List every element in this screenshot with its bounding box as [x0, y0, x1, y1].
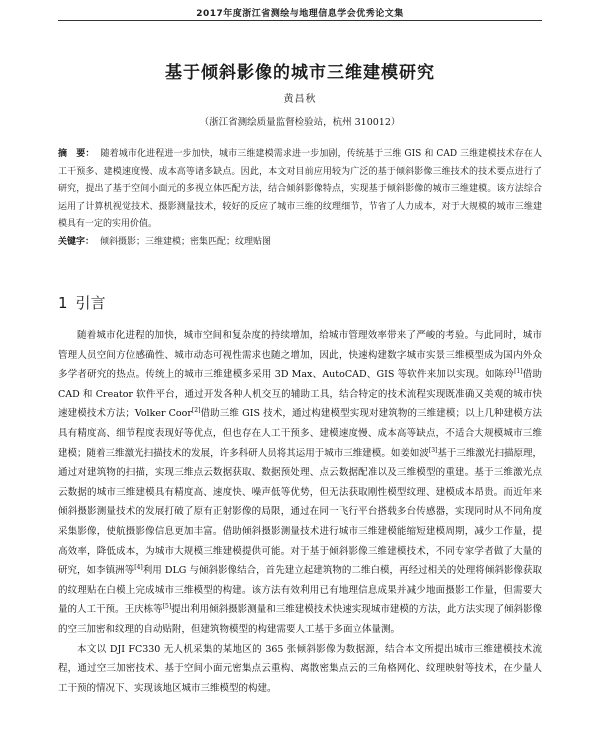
paragraph-1-part-d: 基于三维激光扫描原理，通过对建筑物的扫描，实现三维点云数据获取、数据预处理、点云数据配准以及三维模型的重建。基于三维激光点云数据的城市三维建模具有精度高、速度快、噪声低等优势，但无法获取刚性模型纹理、建模成本昂贵。而近年来倾斜摄影测量技术的发展打破了原有正射影像的局限，通过在同一飞行平台搭载多台传感器，实现同时从不同角度采集影像，使航摄影像信息更加丰富。借助倾斜摄影测量技术进行城市三维建模能缩短建模周期，减少工作量，提高效率，降低成本，为城市大规模三维建模提供可能。对于基于倾斜影像三维建模技术，不同专家学者做了大量的研究，如李镇洲等	[58, 447, 542, 577]
abstract	[58, 146, 542, 234]
paragraph-1-part-f: 提出利用倾斜摄影测量和三维建模技术快速实现城市建模的方法，此方法实现了倾斜影像的空三加密和纹理的自动贴附，但建筑物模型的构建需要人工基于多面立体量测。	[58, 604, 542, 635]
running-header: 2017年度浙江省测绘与地理信息学会优秀论文集	[196, 9, 404, 19]
citation-ref-3: [3]	[428, 446, 438, 454]
citation-ref-5: [5]	[162, 603, 172, 611]
section-heading-introduction	[58, 292, 106, 313]
keywords-text: 倾斜摄影；三维建模；密集匹配；纹理贴图	[100, 237, 272, 247]
abstract-text: 随着城市化进程进一步加快，城市三维建模需求进一步加剧，传统基于三维 GIS 和 CAD 三维建模技术存在人工干预多、建模速度慢、成本高等诸多缺点。因此，本文对目前应用较为广泛的基于倾斜影像三维技术的技术要点进行了研究，提出了基于空间小面元的多视立体匹配方法，结合倾斜影像特点，实现基于倾斜影像的城市三维建模。该方法综合运用了计算机视觉技术、摄影测量技术，较好的反应了城市三维的纹理细节，节省了人力成本，对于大规模的城市三维建模具有一定的实用价值。	[58, 149, 542, 229]
section-number: 1	[58, 294, 68, 312]
paragraph-2: 本文以 DJI FC330 无人机采集的某地区的 365 张倾斜影像为数据源，结合本文所提出城市三维建模技术流程，通过空三加密技术、基于空间小面元密集点云重构、离散密集点云的三角格网化、纹理映射等技术，在少量人工干预的情况下、实现该地区城市三维模型的构建。	[58, 643, 542, 694]
keywords	[58, 234, 542, 250]
section-title: 引言	[75, 294, 106, 312]
abstract-label: 摘 要：	[58, 149, 95, 159]
author-name: 黄昌秋	[283, 94, 317, 105]
paragraph-1-part-b: 借助 CAD 和 Creator 软件平台，通过开发各种人机交互的辅助工具，结合特定的技术流程实现既准确又美观的城市快速建模技术方法；Volker Coor	[58, 369, 542, 420]
affiliation: （浙江省测绘质量监督检验站，杭州 310012）	[199, 117, 401, 128]
header-rule	[58, 20, 542, 21]
body-text	[58, 326, 542, 698]
citation-ref-2: [2]	[191, 407, 201, 415]
paragraph-1-part-e: 利用 DLG 与倾斜影像结合，首先建立起建筑物的二维白模，再经过相关的处理将倾斜影像获取的纹理贴在白模上完成城市三维模型的构建。该方法有效利用已有地理信息成果并减少地面摄影工作量，但需要大量的人工干预。王庆栋等	[58, 565, 542, 616]
keywords-label: 关键字：	[58, 237, 95, 247]
citation-ref-1: [1]	[514, 368, 523, 376]
paper-title: 基于倾斜影像的城市三维建模研究	[165, 63, 435, 83]
paragraph-1	[58, 326, 542, 640]
paragraph-1-part-a: 随着城市化进程的加快，城市空间和复杂度的持续增加，给城市管理效率带来了严峻的考验。与此同时，城市管理人员空间方位感确性、城市动态可视性需求也随之增加，因此，快速构建数字城市实景三维模型成为国内外众多学者研究的热点。传统上的城市三维建模多采用 3D Max、AutoCAD、GIS 等软件来加以实现。如陈玲	[58, 330, 542, 381]
citation-ref-4: [4]	[134, 563, 143, 571]
paragraph-1-part-c: 借助三维 GIS 技术，通过构建模型实现对建筑物的三维建模；以上几种建模方法具有精度高、细节程度表现好等优点，但也存在人工干预多、建模速度慢、成本高等缺点，不适合大规模城市三维建模；随着三维激光扫描技术的发展，许多科研人员将其运用于城市三维建模。如姜如波	[58, 408, 543, 459]
